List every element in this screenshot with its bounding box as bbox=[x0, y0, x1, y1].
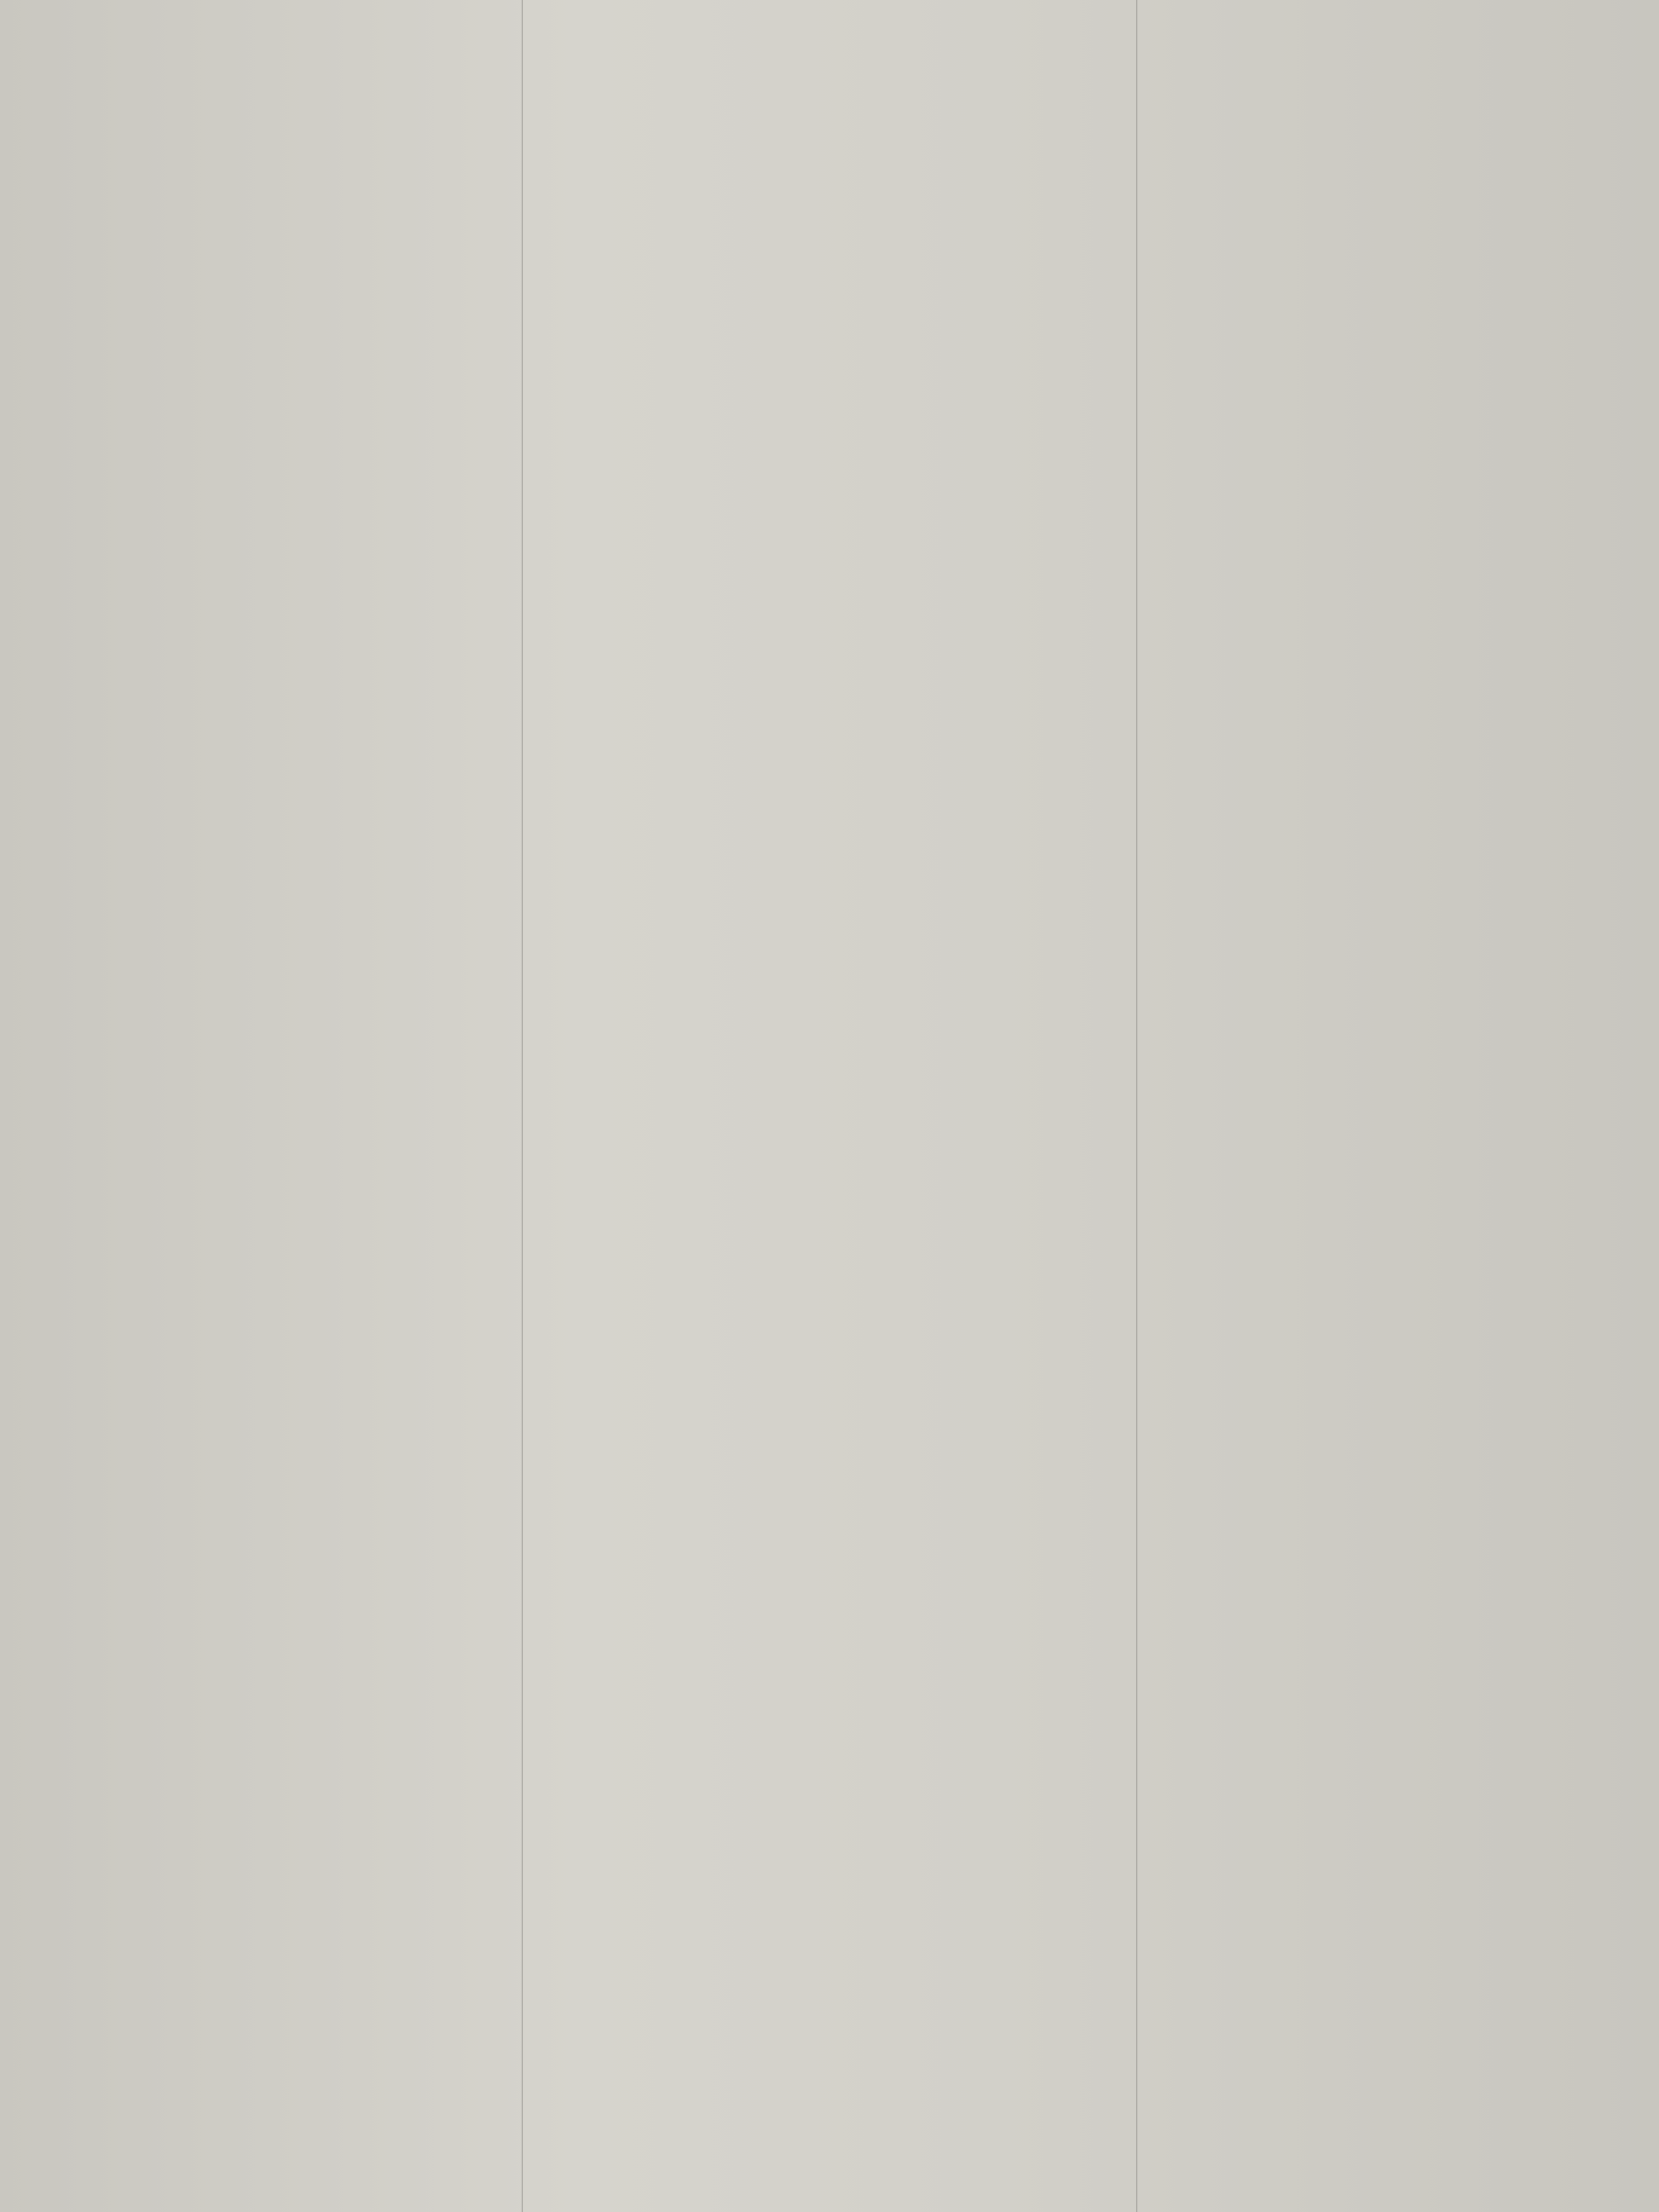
column-separator bbox=[522, 0, 523, 2212]
column-separator bbox=[1136, 0, 1137, 2212]
